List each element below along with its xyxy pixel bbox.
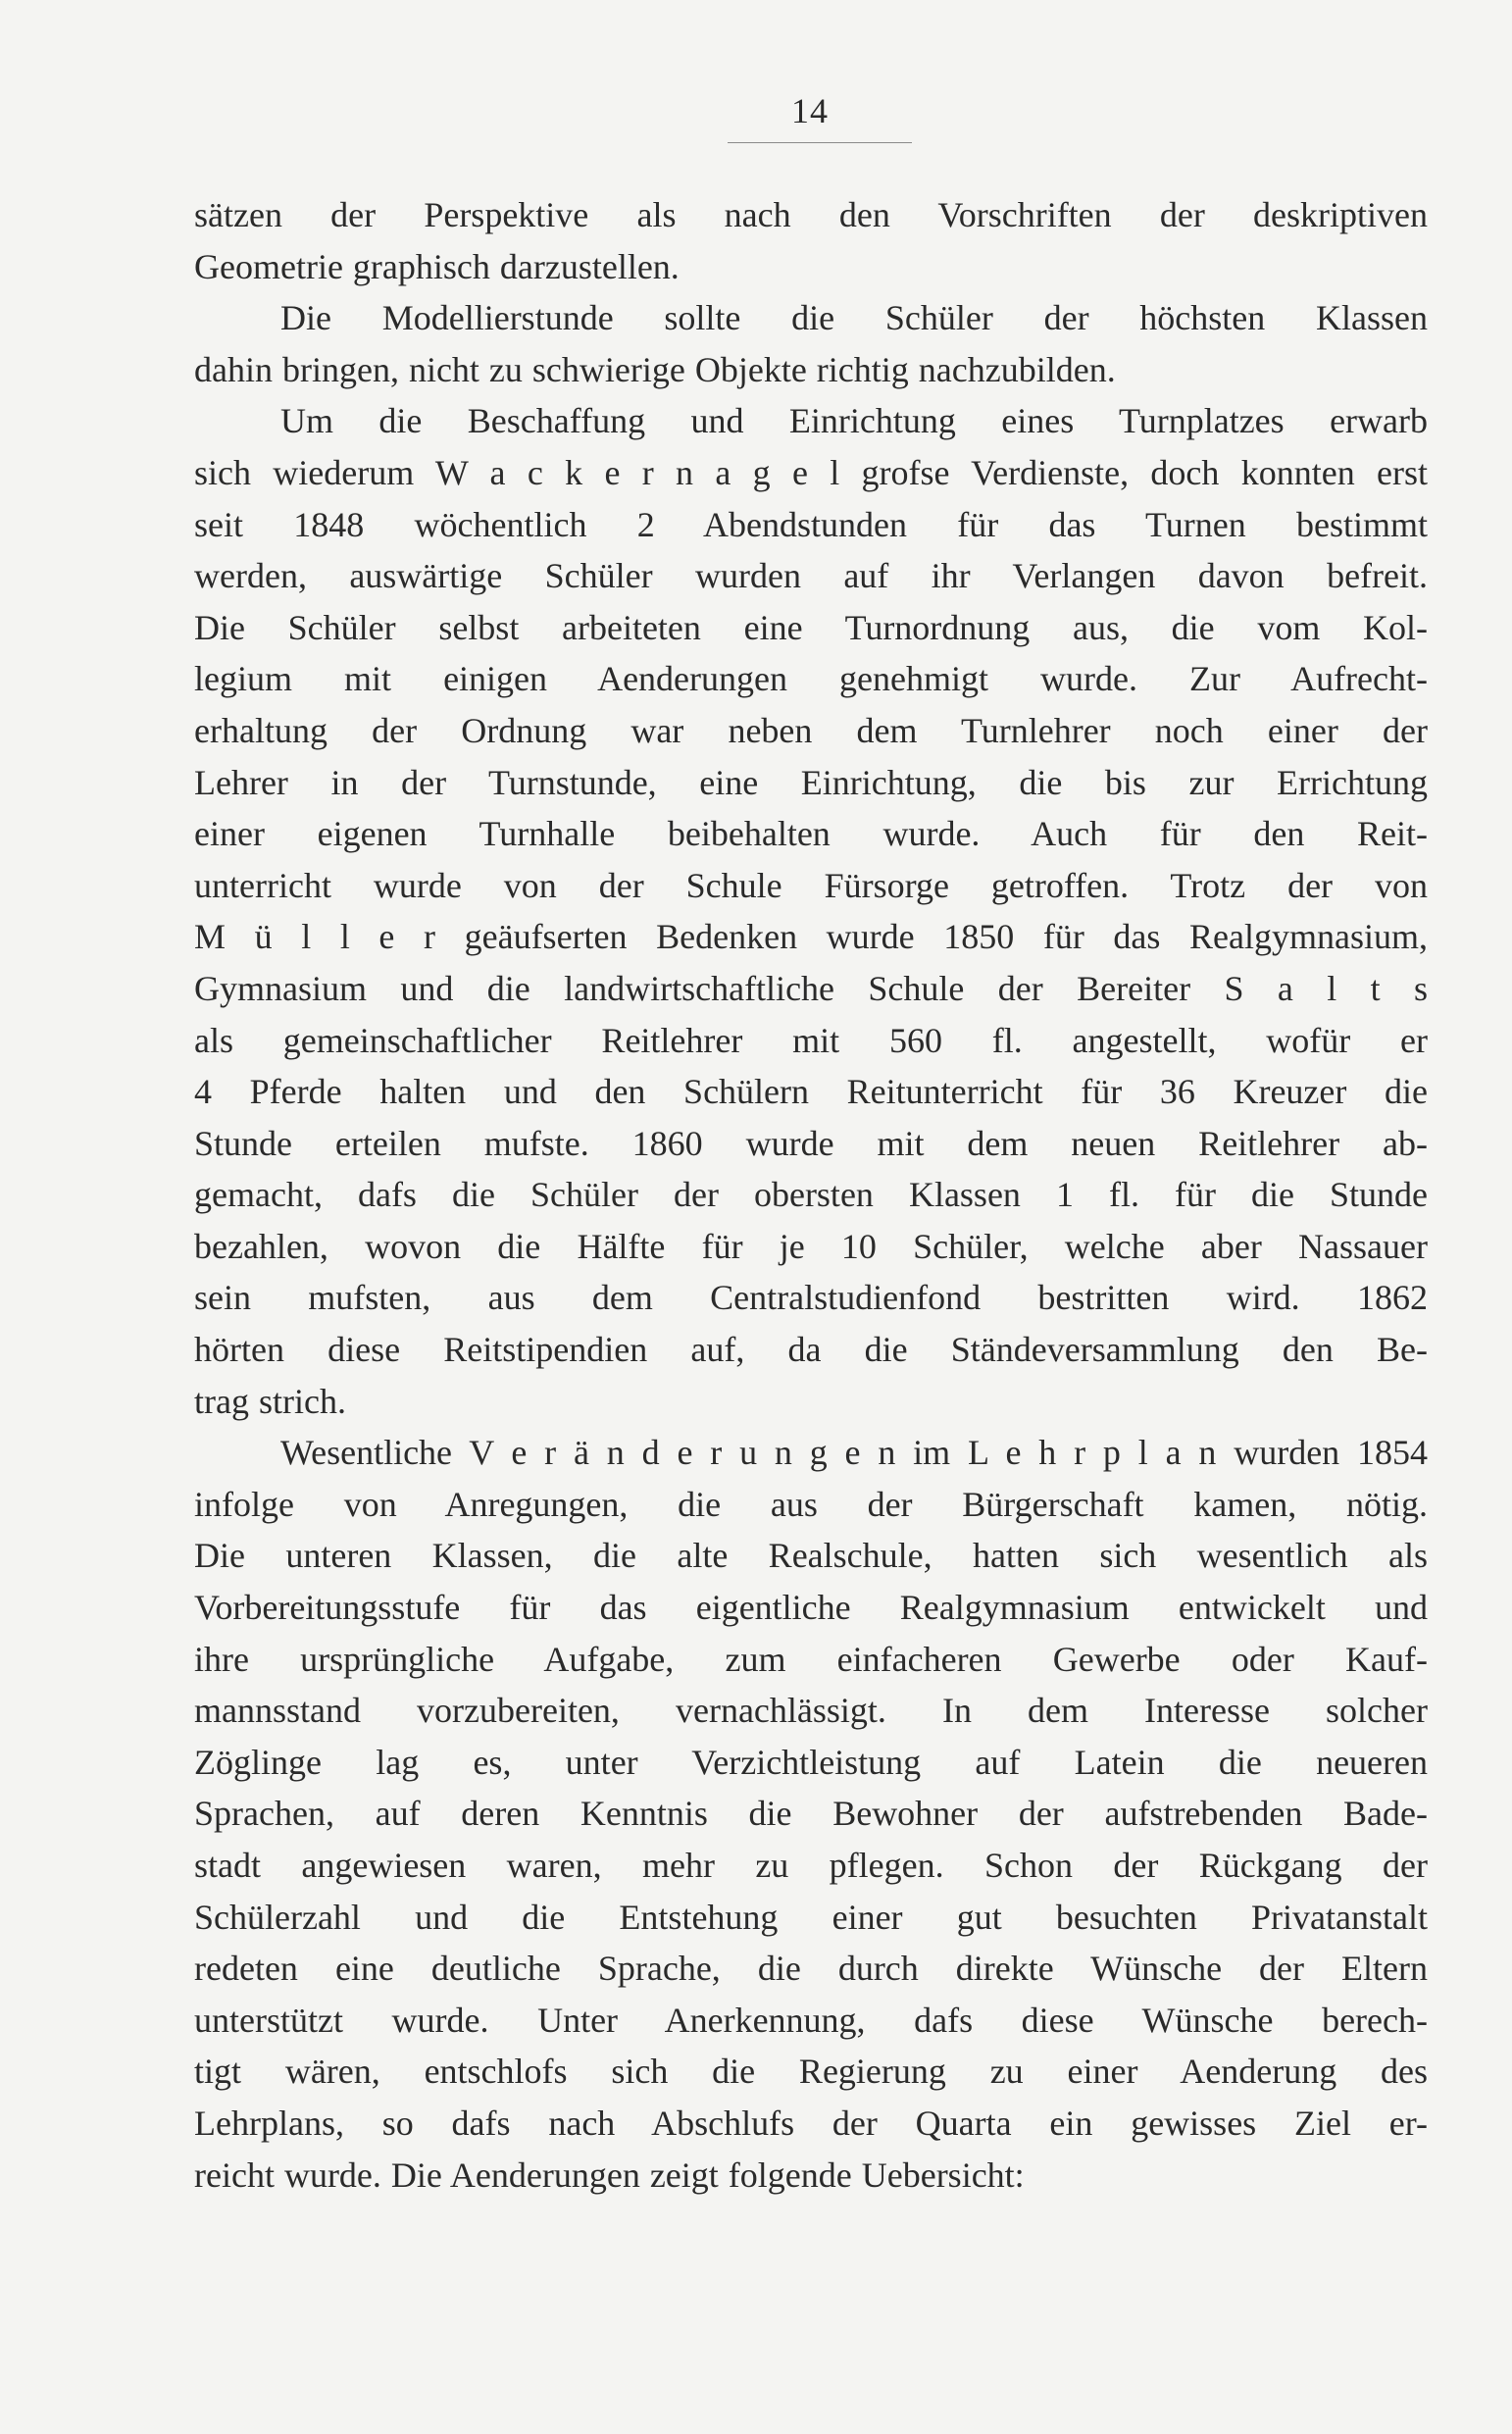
text-line: unterstützt wurde. Unter Anerkennung, dafs diese Wünsche berech- — [194, 2000, 1428, 2040]
text-line: dahin bringen, nicht zu schwierige Objekte richtig nachzubilden. — [194, 349, 1116, 389]
text-line: Schülerzahl und die Entstehung einer gut besuchten Privatanstalt — [194, 1897, 1428, 1937]
text-line: Lehrplans, so dafs nach Abschlufs der Quarta ein gewisses Ziel er- — [194, 2103, 1428, 2143]
text-line: infolge von Anregungen, die aus der Bürgerschaft kamen, nötig. — [194, 1484, 1428, 1524]
text-line: reicht wurde. Die Aenderungen zeigt folgende Uebersicht: — [194, 2155, 1025, 2195]
text-line: Wesentliche V e r ä n d e r u n g e n im L e h r p l a n wurden 1854 — [280, 1433, 1428, 1473]
text-line: legium mit einigen Aenderungen genehmigt wurde. Zur Aufrecht- — [194, 659, 1428, 699]
text-line: Gymnasium und die landwirtschaftliche Schule der Bereiter S a l t s — [194, 968, 1428, 1008]
text-line: Um die Beschaffung und Einrichtung eines Turnplatzes erwarb — [280, 401, 1428, 441]
text-line: mannsstand vorzubereiten, vernachlässigt. In dem Interesse solcher — [194, 1691, 1428, 1731]
text-line: Sprachen, auf deren Kenntnis die Bewohner der aufstrebenden Bade- — [194, 1794, 1428, 1834]
text-line: stadt angewiesen waren, mehr zu pflegen. Schon der Rückgang der — [194, 1846, 1428, 1885]
body-text — [194, 189, 1428, 2201]
page-number: 14 — [791, 91, 829, 130]
text-line: tigt wären, entschlofs sich die Regierung zu einer Aenderung des — [194, 2052, 1428, 2092]
text-line: Stunde erteilen mufste. 1860 wurde mit dem neuen Reitlehrer ab- — [194, 1123, 1428, 1163]
text-line: gemacht, dafs die Schüler der obersten Klassen 1 fl. für die Stunde — [194, 1175, 1428, 1215]
text-line: trag strich. — [194, 1381, 346, 1421]
text-line: 4 Pferde halten und den Schülern Reitunterricht für 36 Kreuzer die — [194, 1072, 1428, 1112]
text-line: Lehrer in der Turnstunde, eine Einrichtung, die bis zur Errichtung — [194, 762, 1428, 802]
text-line: M ü l l e r geäufserten Bedenken wurde 1850 für das Realgymnasium, — [194, 917, 1428, 957]
text-line: unterricht wurde von der Schule Fürsorge getroffen. Trotz der von — [194, 865, 1428, 905]
header-rule — [728, 142, 912, 143]
text-line: sein mufsten, aus dem Centralstudienfond bestritten wird. 1862 — [194, 1278, 1428, 1318]
text-line: einer eigenen Turnhalle beibehalten wurde. Auch für den Reit- — [194, 814, 1428, 854]
text-line: redeten eine deutliche Sprache, die durch direkte Wünsche der Eltern — [194, 1949, 1428, 1989]
text-line: Die Modellierstunde sollte die Schüler der höchsten Klassen — [280, 298, 1428, 338]
text-line: erhaltung der Ordnung war neben dem Turnlehrer noch einer der — [194, 710, 1428, 750]
text-line: sich wiederum W a c k e r n a g e l grofse Verdienste, doch konnten erst — [194, 452, 1428, 492]
text-line: werden, auswärtige Schüler wurden auf ihr Verlangen davon befreit. — [194, 556, 1428, 596]
text-line: Geometrie graphisch darzustellen. — [194, 246, 680, 286]
text-line: als gemeinschaftlicher Reitlehrer mit 560 fl. angestellt, wofür er — [194, 1020, 1428, 1060]
text-line: Die unteren Klassen, die alte Realschule, hatten sich wesentlich als — [194, 1536, 1428, 1576]
text-line: Die Schüler selbst arbeiteten eine Turnordnung aus, die vom Kol- — [194, 607, 1428, 647]
text-line: seit 1848 wöchentlich 2 Abendstunden für das Turnen bestimmt — [194, 504, 1428, 544]
text-line: Vorbereitungsstufe für das eigentliche Realgymnasium entwickelt und — [194, 1588, 1428, 1628]
text-line: sätzen der Perspektive als nach den Vorschriften der deskriptiven — [194, 195, 1428, 234]
text-line: hörten diese Reitstipendien auf, da die Ständeversammlung den Be- — [194, 1330, 1428, 1370]
text-line: bezahlen, wovon die Hälfte für je 10 Schüler, welche aber Nassauer — [194, 1226, 1428, 1266]
text-line: ihre ursprüngliche Aufgabe, zum einfacheren Gewerbe oder Kauf- — [194, 1639, 1428, 1679]
text-line: Zöglinge lag es, unter Verzichtleistung auf Latein die neueren — [194, 1742, 1428, 1782]
